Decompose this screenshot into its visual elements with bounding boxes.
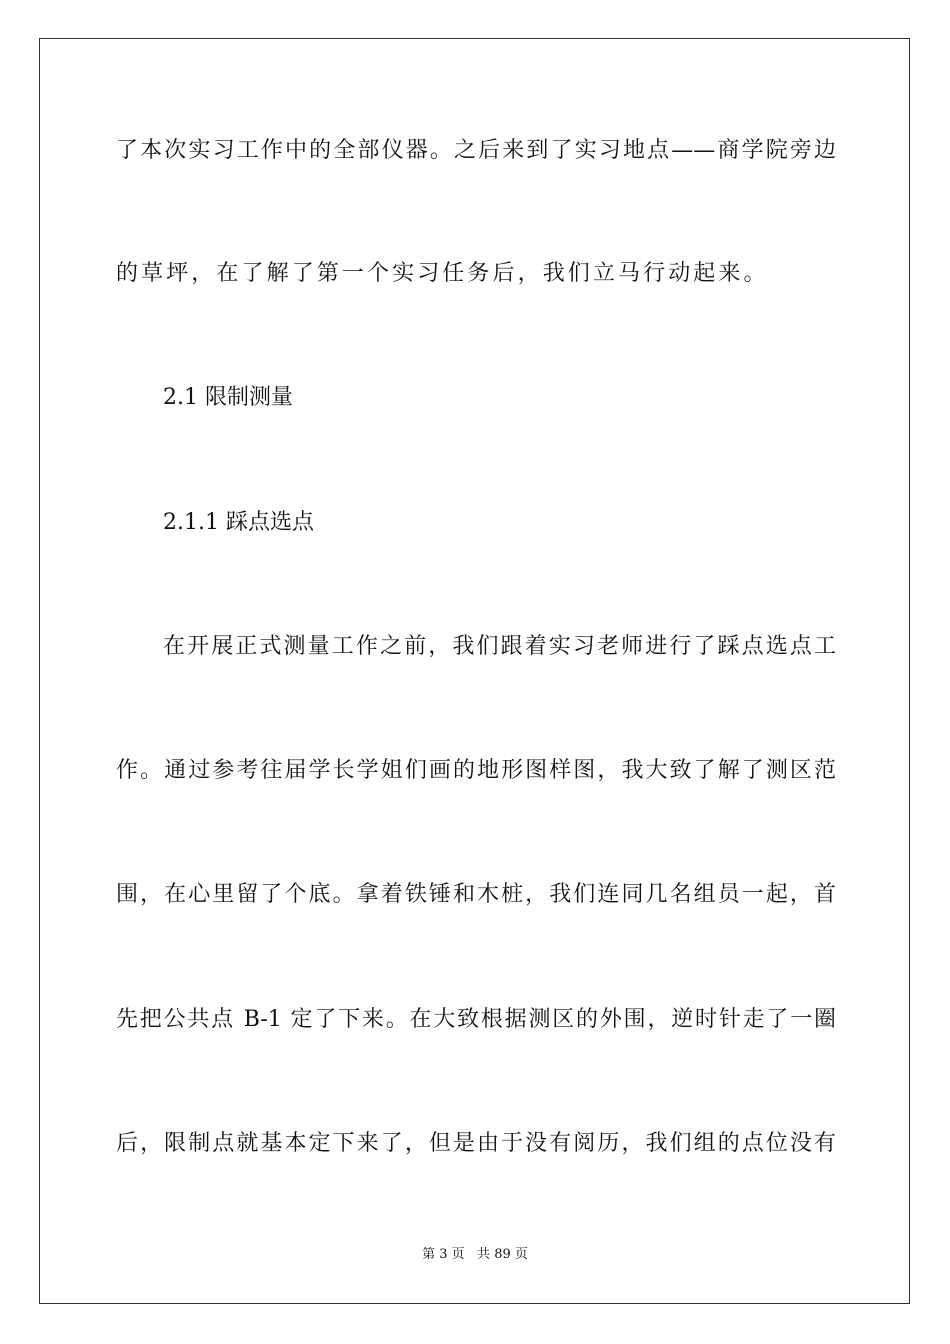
body-line-1: 了本次实习工作中的全部仪器。之后来到了实习地点——商学院旁边 <box>116 138 836 163</box>
page-footer: 第 3 页 共 89 页 <box>422 1247 528 1262</box>
body-line-2: 的草坪，在了解了第一个实习任务后，我们立马行动起来。 <box>116 261 769 286</box>
section-heading-2-1: 2.1 限制测量 <box>163 385 293 410</box>
body-line-7: 围，在心里留了个底。拿着铁锤和木桩，我们连同几名组员一起，首 <box>116 882 836 907</box>
body-line-9: 后，限制点就基本定下来了，但是由于没有阅历，我们组的点位没有 <box>116 1131 836 1156</box>
body-line-6: 作。通过参考往届学长学姐们画的地形图样图，我大致了解了测区范 <box>116 758 836 783</box>
body-line-5: 在开展正式测量工作之前，我们跟着实习老师进行了踩点选点工 <box>163 634 836 659</box>
page-border <box>39 38 910 1304</box>
section-heading-2-1-1: 2.1.1 踩点选点 <box>163 510 314 535</box>
body-line-8: 先把公共点 B-1 定了下来。在大致根据测区的外围，逆时针走了一圈 <box>116 1007 836 1032</box>
